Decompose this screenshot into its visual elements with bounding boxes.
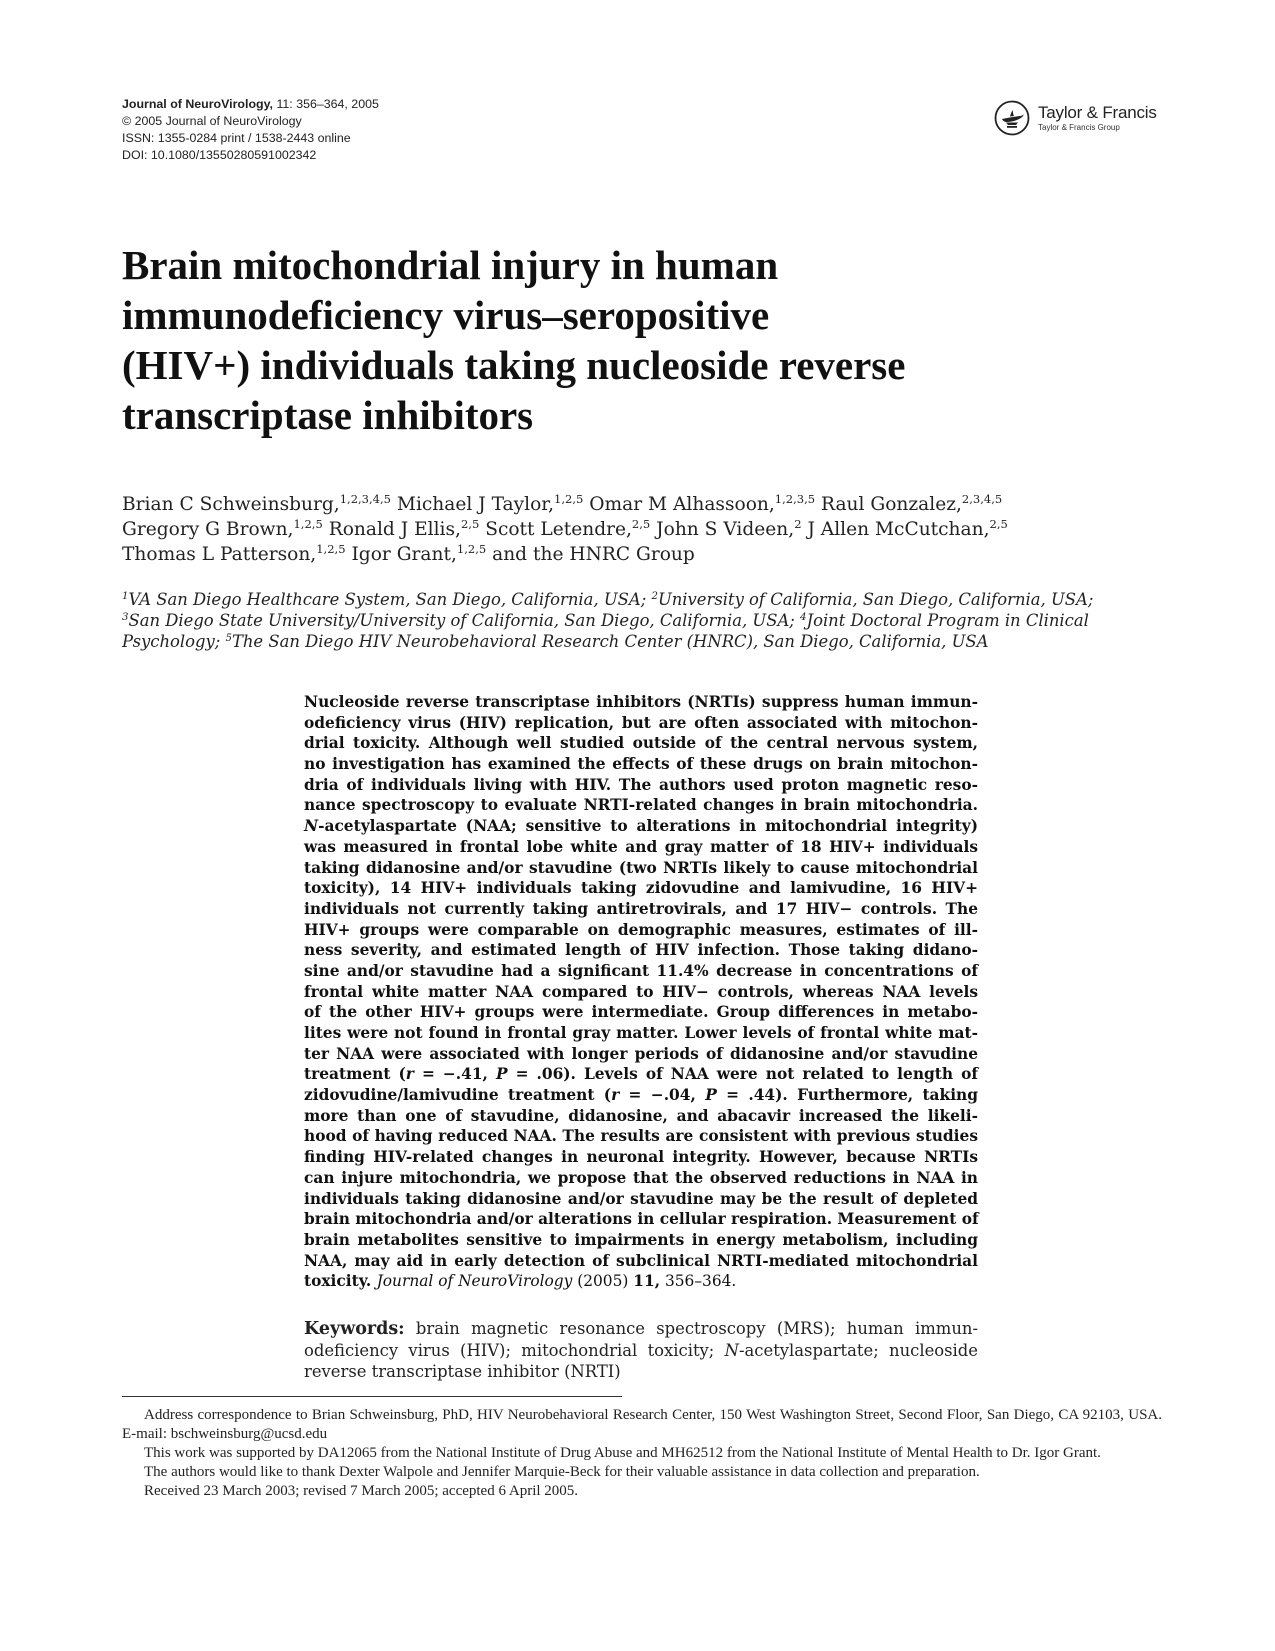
abstract-line: of the other HIV+ groups were intermediate. Group differences in metabo-: [304, 1003, 978, 1022]
abstract-line: toxicity), 14 HIV+ individuals taking zidovudine and lamivudine, 16 HIV+: [304, 879, 978, 898]
author-affiliation-marks: 2,5: [460, 517, 480, 532]
citation-journal: Journal of NeuroVirology: [376, 1272, 573, 1291]
author-name: J Allen McCutchan,: [807, 519, 990, 540]
abstract-line: ter NAA were associated with longer periods of didanosine and/or stavudine: [304, 1044, 978, 1063]
affiliation-line: [122, 631, 1162, 652]
abstract-line: odeficiency virus (HIV) replication, but are often associated with mitochon-: [304, 713, 978, 732]
footnote-thanks: The authors would like to thank Dexter Walpole and Jennifer Marquie-Beck for their valuable assistance in data collection and preparation.: [144, 1464, 980, 1480]
abstract-last-line: [304, 1271, 978, 1292]
abstract-text: = −.04,: [619, 1086, 706, 1105]
author-affiliation-marks: 2,3,4,5: [961, 492, 1003, 507]
affiliation-text: Psychology;: [122, 632, 226, 651]
author-line: [122, 517, 1162, 542]
author-line: [122, 492, 1162, 517]
abstract-line: frontal white matter NAA compared to HIV− controls, whereas NAA levels: [304, 982, 978, 1001]
author-name: Scott Letendre,: [485, 519, 632, 540]
stat-p: P: [495, 1065, 508, 1084]
abstract-line: NAA, may aid in early detection of subclinical NRTI-mediated mitochondrial: [304, 1251, 978, 1270]
footnote-divider: [122, 1396, 622, 1397]
author-list: [122, 492, 1162, 567]
author-affiliation-marks: 1,2,3,4,5: [339, 492, 391, 507]
author-name: Thomas L Patterson,: [122, 544, 317, 565]
title-line: Brain mitochondrial injury in human: [122, 242, 779, 288]
abstract-line: hood of having reduced NAA. The results are consistent with previous studies: [304, 1127, 978, 1146]
affiliation-line: [122, 610, 1162, 631]
affiliations: [122, 589, 1162, 652]
journal-name: Journal of NeuroVirology,: [122, 97, 273, 111]
affiliation-text: San Diego State University/University of California, San Diego, California, USA;: [128, 611, 801, 630]
abstract-line: taking didanosine and/or stavudine (two NRTIs likely to cause mitochondrial: [304, 858, 978, 877]
author-affiliation-marks: 1,2,5: [316, 542, 346, 557]
affiliation-number: 1: [122, 590, 129, 602]
citation-pages: 356–364.: [660, 1272, 737, 1291]
author-name: Michael J Taylor,: [396, 494, 555, 515]
journal-citation: 11: 356–364, 2005: [273, 97, 379, 111]
keywords-label: Keywords:: [304, 1319, 405, 1339]
author-name: Omar M Alhassoon,: [589, 494, 775, 515]
abstract-line: HIV+ groups were comparable on demographic measures, estimates of ill-: [304, 920, 978, 939]
abstract-line: individuals taking didanosine and/or stavudine may be the result of depleted: [304, 1189, 978, 1208]
article-title: [122, 240, 1082, 440]
stat-r: r: [611, 1086, 620, 1105]
abstract-text: = .44). Furthermore, taking: [716, 1086, 978, 1105]
abstract-line: [304, 1085, 978, 1106]
abstract-line: nance spectroscopy to evaluate NRTI-related changes in brain mitochondria.: [304, 796, 978, 815]
abstract-citation: [377, 1272, 737, 1290]
citation-year: (2005): [572, 1272, 634, 1291]
copyright-line: © 2005 Journal of NeuroVirology: [122, 114, 302, 128]
abstract-line: lites were not found in frontal gray matter. Lower levels of frontal white mat-: [304, 1024, 978, 1042]
abstract-italic-n: N: [304, 817, 319, 836]
journal-header: [122, 96, 482, 164]
keywords-line: [304, 1340, 978, 1361]
title-line: (HIV+) individuals taking nucleoside reverse: [122, 342, 906, 388]
author-name: Raul Gonzalez,: [821, 494, 962, 515]
title-line: immunodeficiency virus–seropositive: [122, 292, 770, 338]
affiliation-text: University of California, San Diego, California, USA;: [657, 590, 1094, 609]
keywords-text: brain magnetic resonance spectroscopy (MRS); human immun-: [404, 1319, 978, 1338]
author-name: Gregory G Brown,: [122, 519, 294, 540]
abstract-line: sine and/or stavudine had a significant 11.4% decrease in concentrations of: [304, 961, 978, 980]
author-affiliation-marks: 1,2,5: [293, 517, 323, 532]
affiliation-text: Joint Doctoral Program in Clinical: [806, 611, 1089, 630]
author-line: [122, 542, 1162, 567]
abstract-line: dria of individuals living with HIV. The authors used proton magnetic reso-: [304, 775, 978, 794]
keywords: [304, 1318, 978, 1382]
citation-volume: 11,: [633, 1272, 661, 1291]
abstract: [304, 692, 978, 1292]
abstract-line: can injure mitochondria, we propose that the observed reductions in NAA in: [304, 1168, 978, 1187]
abstract-line: individuals not currently taking antiretrovirals, and 17 HIV− controls. The: [304, 899, 978, 918]
author-affiliation-marks: 2: [794, 517, 802, 532]
title-line: transcriptase inhibitors: [122, 392, 534, 438]
abstract-text: = −.41,: [413, 1065, 496, 1084]
stat-r: r: [405, 1065, 414, 1084]
author-name: Igor Grant,: [351, 544, 457, 565]
author-name: Ronald J Ellis,: [328, 519, 461, 540]
author-affiliation-marks: 2,5: [631, 517, 651, 532]
author-affiliation-marks: 2,5: [989, 517, 1008, 532]
footnote-address: Address correspondence to Brian Schweinsburg, PhD, HIV Neurobehavioral Research Center, 150 West Washington Street, Second Floor, San Diego, CA 92103, USA. E-mail: bschweinsburg@ucsd.edu: [122, 1407, 1162, 1442]
author-name: John S Videen,: [656, 519, 795, 540]
footnote-support: This work was supported by DA12065 from the National Institute of Drug Abuse and MH62512 from the National Institute of Mental Health to Dr. Igor Grant.: [144, 1445, 1101, 1461]
abstract-line: was measured in frontal lobe white and gray matter of 18 HIV+ individuals: [304, 837, 978, 856]
keywords-line: reverse transcriptase inhibitor (NRTI): [304, 1362, 621, 1381]
affiliation-text: The San Diego HIV Neurobehavioral Research Center (HNRC), San Diego, California, USA: [231, 632, 989, 651]
author-affiliation-marks: 1,2,5: [554, 492, 584, 507]
abstract-text: treatment (: [304, 1065, 406, 1084]
stat-p: P: [705, 1086, 717, 1105]
abstract-line: finding HIV-related changes in neuronal integrity. However, because NRTIs: [304, 1148, 978, 1167]
abstract-text: -acetylaspartate (NAA; sensitive to alterations in mitochondrial integrity): [318, 817, 978, 836]
doi-line: DOI: 10.1080/13550280591002342: [122, 148, 317, 162]
keywords-italic-n: N: [724, 1341, 739, 1360]
abstract-text: = .06). Levels of NAA were not related to length of: [507, 1065, 978, 1084]
keywords-line: [304, 1318, 978, 1340]
affiliation-number: 4: [800, 611, 807, 623]
abstract-line: [304, 1064, 978, 1085]
abstract-text: zidovudine/lamivudine treatment (: [304, 1086, 612, 1105]
footnote-received: Received 23 March 2003; revised 7 March 2005; accepted 6 April 2005.: [144, 1483, 579, 1499]
abstract-line: more than one of stavudine, didanosine, and abacavir increased the likeli-: [304, 1106, 978, 1125]
abstract-line: [304, 816, 978, 837]
author-affiliation-marks: 1,2,5: [456, 542, 487, 557]
lamp-icon: [994, 100, 1030, 136]
abstract-line: brain metabolites sensitive to impairments in energy metabolism, including: [304, 1230, 978, 1249]
publisher-logo: [994, 100, 1174, 144]
affiliation-text: VA San Diego Healthcare System, San Diego, California, USA;: [128, 590, 652, 609]
journal-citation-line: [122, 96, 482, 113]
affiliation-number: 2: [651, 590, 658, 602]
keywords-text: odeficiency virus (HIV); mitochondrial toxicity;: [304, 1341, 725, 1360]
affiliation-line: [122, 589, 1162, 610]
author-name: and the HNRC Group: [492, 544, 695, 565]
abstract-text: toxicity.: [304, 1272, 377, 1291]
affiliation-number: 3: [122, 611, 129, 623]
abstract-line: drial toxicity. Although well studied outside of the central nervous system,: [304, 734, 978, 753]
issn-line: ISSN: 1355-0284 print / 1538-2443 online: [122, 131, 351, 145]
publisher-name: Taylor & Francis: [1038, 103, 1157, 122]
affiliation-number: 5: [225, 632, 232, 644]
author-affiliation-marks: 1,2,3,5: [774, 492, 816, 507]
keywords-text: -acetylaspartate; nucleoside: [739, 1341, 978, 1360]
abstract-line: Nucleoside reverse transcriptase inhibitors (NRTIs) suppress human immun-: [304, 693, 978, 711]
footnotes: [122, 1406, 1162, 1501]
abstract-line: ness severity, and estimated length of HIV infection. Those taking didano-: [304, 941, 978, 960]
publisher-group: Taylor & Francis Group: [1038, 123, 1120, 132]
abstract-line: brain mitochondria and/or alterations in cellular respiration. Measurement of: [304, 1210, 979, 1229]
abstract-line: no investigation has examined the effects of these drugs on brain mitochon-: [304, 755, 978, 774]
author-name: Brian C Schweinsburg,: [122, 494, 340, 515]
